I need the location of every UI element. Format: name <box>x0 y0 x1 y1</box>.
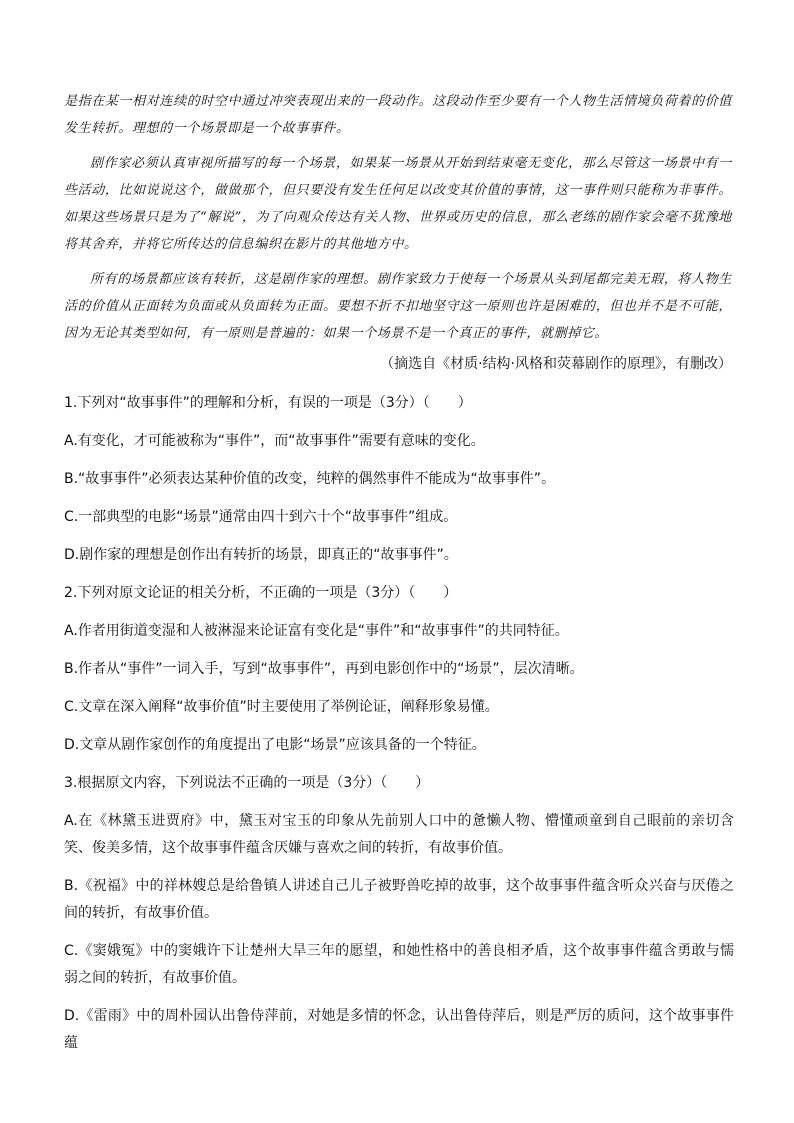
question-1 <box>64 390 734 569</box>
option-a: A.作者用街道变湿和人被淋湿来论证富有变化是“事件”和“故事事件”的共同特征。 <box>64 623 569 639</box>
option-a: A.在《林黛玉进贾府》中，黛玉对宝玉的印象从先前别人口中的惫懒人物、懵懂顽童到自己眼前的亲切含笑、俊美多情，这个故事事件蕴含厌嫌与喜欢之间的转折，有故事价值。 <box>64 813 734 856</box>
passage-paragraph: 所有的场景都应该有转折，这是剧作家的理想。剧作家致力于使每一个场景从头到尾都完美无瑕，将人物生活的价值从正面转为负面或从负面转为正面。要想不折不扣地坚守这一原则也许是困难的，但也并不是不可能，因为无论其类型如何，有一原则是普遍的：如果一个场景不是一个真正的事件，就删掉它。 <box>64 272 732 341</box>
question-list <box>64 390 734 1068</box>
option-c: C.《窦娥冤》中的窦娥许下让楚州大旱三年的愿望，和她性格中的善良相矛盾，这个故事事件蕴含勇敢与懦弱之间的转折，有故事价值。 <box>64 943 734 986</box>
reading-passage <box>64 88 732 355</box>
option-c: C.一部典型的电影“场景”通常由四十到六十个“故事事件”组成。 <box>64 509 458 525</box>
question-stem: 3.根据原文内容，下列说法不正确的一项是（3分）（ ） <box>64 775 430 791</box>
question-stem: 1.下列对“故事事件”的理解和分析，有误的一项是（3分）（ ） <box>64 395 472 411</box>
passage-paragraph: 剧作家必须认真审视所描写的每一个场景，如果某一场景从开始到结束毫无变化，那么尽管这一场景中有一些活动，比如说说这个，做做那个，但只要没有发生任何足以改变其价值的事情，这一事件则只能称为非事件。如果这些场景只是为了“解说”，为了向观众传达有关人物、世界或历史的信息，那么老练的剧作家会毫不犹豫地将其舍弃，并将它所传达的信息编织在影片的其他地方中。 <box>64 156 732 252</box>
question-stem: 2.下列对原文论证的相关分析，不正确的一项是（3分）（ ） <box>64 585 458 601</box>
option-a: A.有变化，才可能被称为“事件”，而“故事事件”需要有意味的变化。 <box>64 433 485 449</box>
passage-source: （摘选自《材质·结构·风格和荧幕剧作的原理》，有删改） <box>380 356 732 372</box>
option-b: B.“故事事件”必须表达某种价值的改变，纯粹的偶然事件不能成为“故事事件”。 <box>64 471 556 487</box>
option-d: D.文章从剧作家创作的角度提出了电影“场景”应该具备的一个特征。 <box>64 737 486 753</box>
passage-paragraph: 是指在某一相对连续的时空中通过冲突表现出来的一段动作。这段动作至少要有一个人物生活情境负荷着的价值发生转折。理想的一个场景即是一个故事事件。 <box>64 94 732 136</box>
question-2 <box>64 580 734 759</box>
question-3 <box>64 770 734 1057</box>
option-c: C.文章在深入阐释“故事价值”时主要使用了举例论证，阐释形象易懂。 <box>64 699 499 715</box>
option-d: D.剧作家的理想是创作出有转折的场景，即真正的“故事事件”。 <box>64 547 458 563</box>
option-b: B.作者从“事件”一词入手，写到“故事事件”，再到电影创作中的“场景”，层次清晰。 <box>64 661 584 677</box>
option-d: D.《雷雨》中的周朴园认出鲁侍萍前，对她是多情的怀念，认出鲁侍萍后，则是严厉的质问，这个故事事件蕴 <box>64 1008 734 1051</box>
option-b: B.《祝福》中的祥林嫂总是给鲁镇人讲述自己儿子被野兽吃掉的故事，这个故事事件蕴含听众兴奋与厌倦之间的转折，有故事价值。 <box>64 878 734 921</box>
